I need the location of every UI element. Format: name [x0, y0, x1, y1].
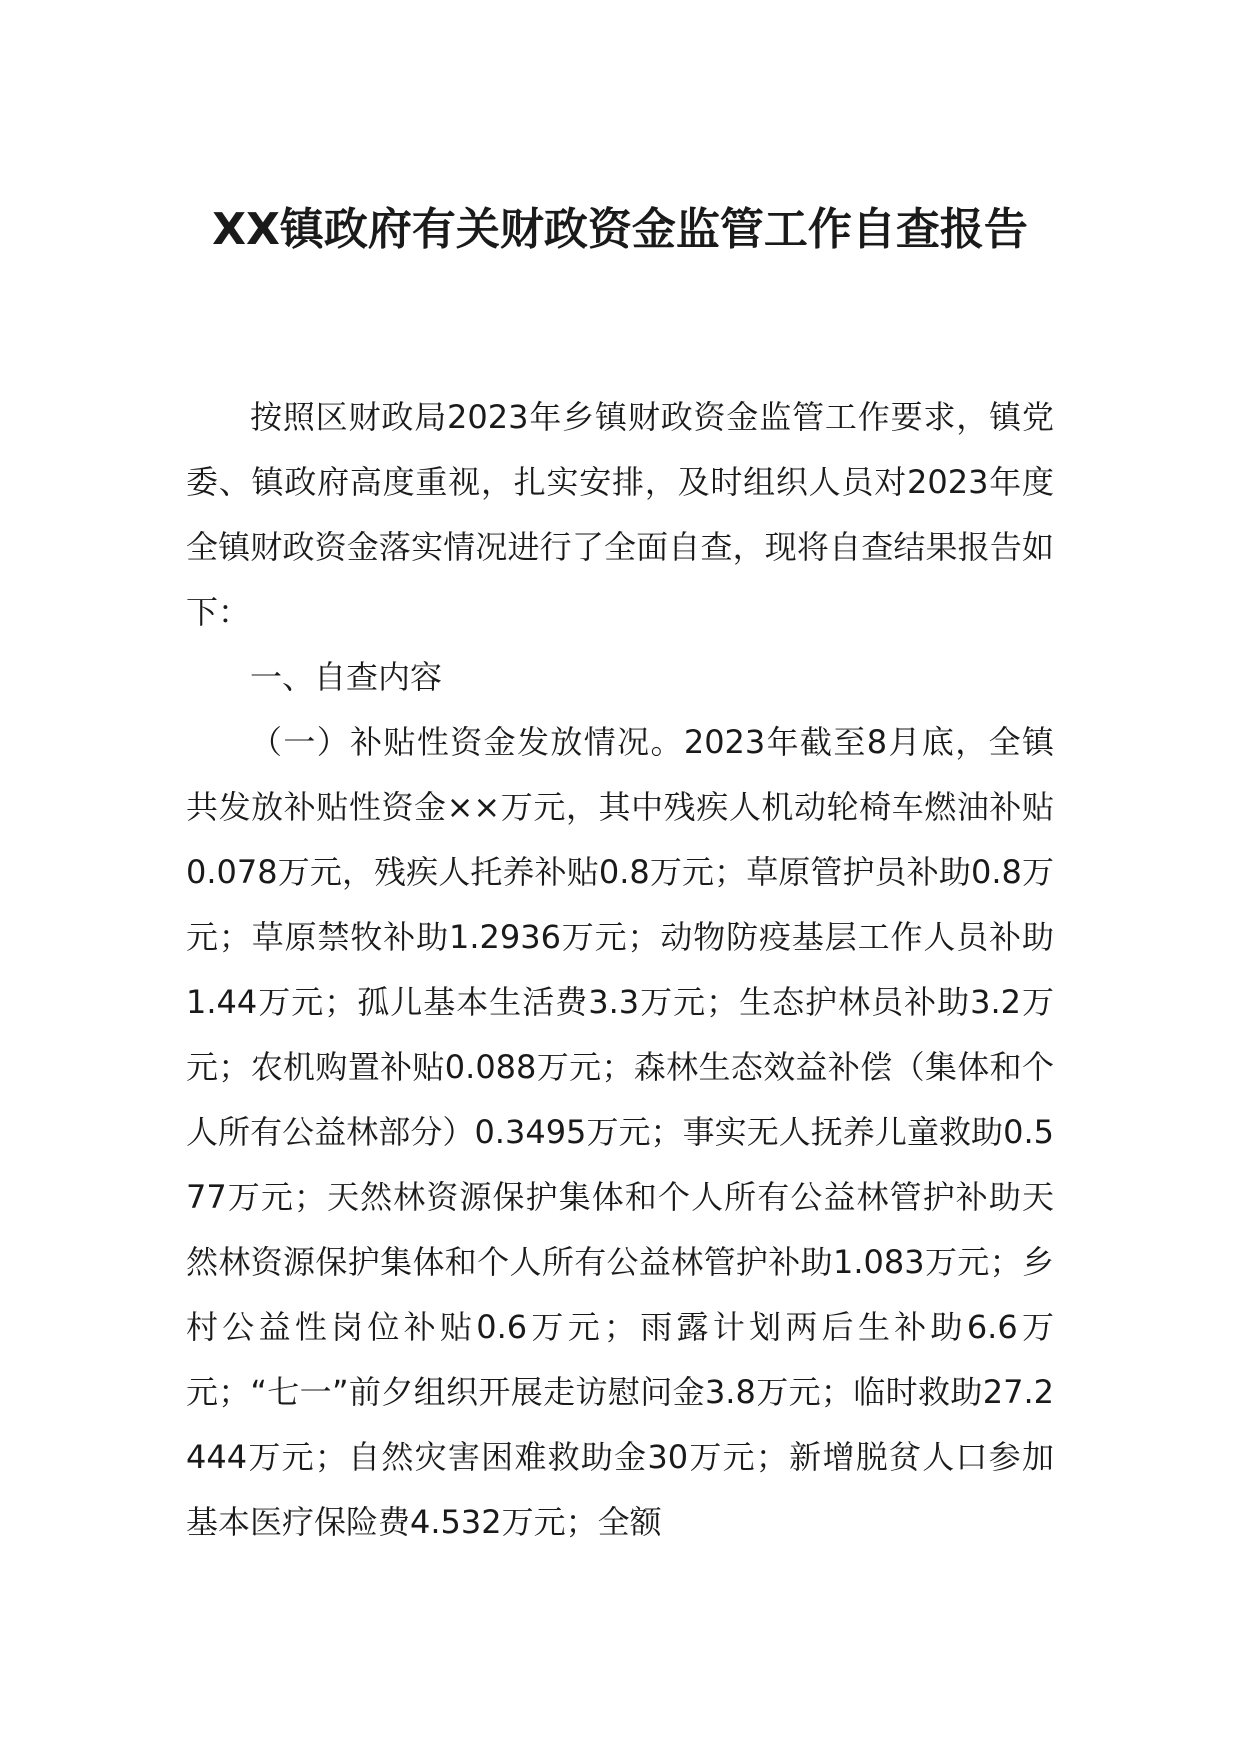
- document-body: [186, 385, 1054, 1555]
- document-title: XX镇政府有关财政资金监管工作自查报告: [212, 204, 1028, 255]
- section-heading-self-check-content: 一、自查内容: [250, 658, 443, 696]
- intro-paragraph: 按照区财政局2023年乡镇财政资金监管工作要求，镇党委、镇政府高度重视，扎实安排，及时组织人员对2023年度全镇财政资金落实情况进行了全面自查，现将自查结果报告如下：: [186, 398, 1054, 631]
- subsidy-paragraph: （一）补贴性资金发放情况。2023年截至8月底，全镇共发放补贴性资金××万元，其中残疾人机动轮椅车燃油补贴0.078万元，残疾人托养补贴0.8万元；草原管护员补助0.8万元；草原禁牧补助1.2936万元；动物防疫基层工作人员补助1.44万元；孤儿基本生活费3.3万元；生态护林员补助3.2万元；农机购置补贴0.088万元；森林生态效益补偿（集体和个人所有公益林部分）0.3495万元；事实无人抚养儿童救助0.577万元；天然林资源保护集体和个人所有公益林管护补助天然林资源保护集体和个人所有公益林管护补助1.083万元；乡村公益性岗位补贴0.6万元；雨露计划两后生补助6.6万元；“七一”前夕组织开展走访慰问金3.8万元；临时救助27.2444万元；自然灾害困难救助金30万元；新增脱贫人口参加基本医疗保险费4.532万元；全额: [186, 723, 1054, 1541]
